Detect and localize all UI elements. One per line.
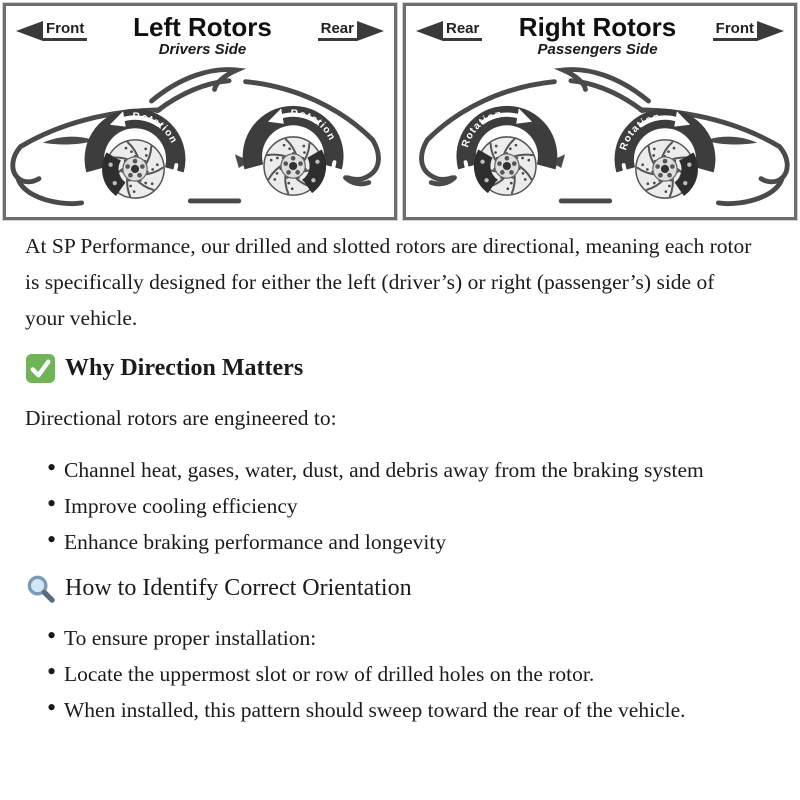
- rear-direction-indicator: [416, 20, 482, 41]
- heading-text: Why Direction Matters: [65, 355, 304, 381]
- direction-label: Rear: [318, 20, 357, 41]
- front-direction-indicator: [713, 20, 784, 41]
- svg-text:Rotation: Rotation: [290, 108, 338, 143]
- car-sketch-right: [406, 56, 794, 214]
- panel-subtitle: Passengers Side: [537, 41, 658, 59]
- front-direction-indicator: [16, 20, 87, 41]
- magnifier-icon: [25, 573, 56, 604]
- article-body: [0, 220, 800, 744]
- panel-title: Right Rotors: [518, 12, 677, 42]
- direction-label: Front: [713, 20, 757, 41]
- arrow-right-icon: [757, 21, 784, 41]
- right-rotors-panel: [403, 3, 797, 220]
- arrow-left-icon: [416, 21, 443, 41]
- svg-text:Rotation: Rotation: [132, 111, 180, 146]
- check-icon: [25, 353, 56, 384]
- section-heading-identify-orientation: [25, 570, 755, 606]
- heading-text: How to Identify Correct Orientation: [65, 575, 412, 601]
- intro-paragraph: At SP Performance, our drilled and slotted rotors are directional, meaning each rotor is specifically designed for either the left (driver’s) or right (passenger’s) side of your vehicle.: [25, 234, 752, 330]
- left-rotors-panel: [3, 3, 397, 220]
- left-panel-titles: [133, 14, 272, 58]
- arrow-right-icon: [357, 21, 384, 41]
- list-item: • Improve cooling efficiency: [47, 488, 755, 524]
- panel-subtitle: Drivers Side: [158, 41, 247, 59]
- lead-text: Directional rotors are engineered to:: [25, 406, 337, 430]
- list-item: • Enhance braking performance and longevity: [47, 524, 755, 560]
- car-sketch-left: [6, 56, 394, 214]
- right-panel-titles: [519, 14, 676, 58]
- rear-wheel-rotor: [243, 106, 344, 195]
- front-wheel-rotor: [85, 109, 186, 198]
- rear-wheel-rotor: [456, 106, 557, 195]
- direction-label: Front: [43, 20, 87, 41]
- front-wheel-rotor: [615, 109, 716, 198]
- list-item: • When installed, this pattern should sweep toward the rear of the vehicle.: [47, 692, 755, 728]
- svg-text:Rotation: Rotation: [618, 111, 662, 152]
- rotor-direction-diagram: [0, 0, 800, 220]
- benefits-list: [25, 452, 755, 560]
- list-item: • Channel heat, gases, water, dust, and debris away from the braking system: [47, 452, 755, 488]
- left-panel-header: [6, 6, 394, 58]
- arrow-left-icon: [16, 21, 43, 41]
- rear-direction-indicator: [318, 20, 384, 41]
- list-item: • Locate the uppermost slot or row of drilled holes on the rotor.: [47, 656, 755, 692]
- section-heading-why-direction-matters: [25, 350, 755, 386]
- svg-text:Rotation: Rotation: [460, 108, 504, 149]
- panel-title: Left Rotors: [133, 12, 272, 42]
- orientation-list: [25, 620, 755, 728]
- direction-label: Rear: [443, 20, 482, 41]
- right-panel-header: [406, 6, 794, 58]
- list-item: • To ensure proper installation:: [47, 620, 755, 656]
